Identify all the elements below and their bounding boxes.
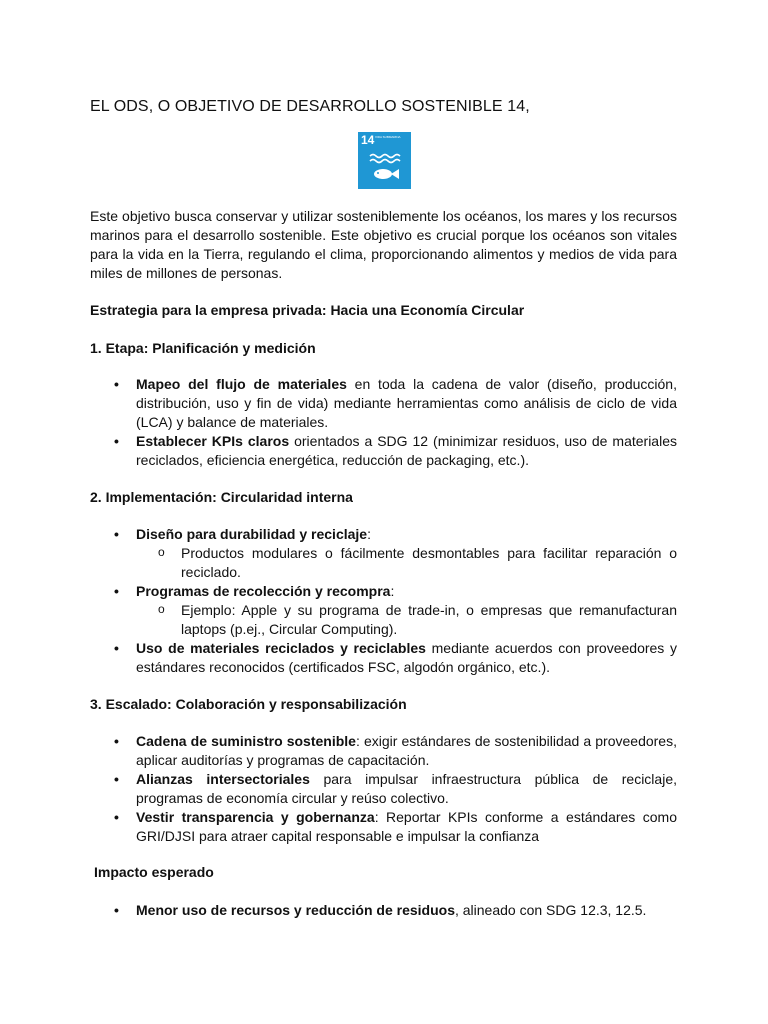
- sub-list-item: o Ejemplo: Apple y su programa de trade-in, o empresas que remanufacturan laptops (p.ej., Circular Computing).: [136, 601, 677, 639]
- list-item: • Menor uso de recursos y reducción de residuos, alineado con SDG 12.3, 12.5.: [90, 901, 677, 920]
- stage2-list: [90, 525, 677, 677]
- list-item: • Cadena de suministro sostenible: exigir estándares de sostenibilidad a proveedores, aplicar auditorías y programas de capacitación.: [90, 732, 677, 770]
- impact-list: [90, 901, 677, 920]
- stage3-list: [90, 732, 677, 846]
- page-title: EL ODS, O OBJETIVO DE DESARROLLO SOSTENIBLE 14,: [90, 98, 530, 115]
- sub-list-item: o Productos modulares o fácilmente desmontables para facilitar reparación o reciclado.: [136, 544, 677, 582]
- impact-heading: Impacto esperado: [94, 864, 214, 880]
- list-item: • Diseño para durabilidad y reciclaje: o Productos modulares o fácilmente desmontables para facilitar reparación o reciclado.: [90, 525, 677, 582]
- stage1-list: [90, 375, 677, 470]
- list-item: • Vestir transparencia y gobernanza: Reportar KPIs conforme a estándares como GRI/DJSI para atraer capital responsable e impulsar la confianza: [90, 808, 677, 846]
- list-item: • Establecer KPIs claros orientados a SDG 12 (minimizar residuos, uso de materiales reciclados, eficiencia energética, reducción de packaging, etc.).: [90, 432, 677, 470]
- list-item: • Mapeo del flujo de materiales en toda la cadena de valor (diseño, producción, distribución, uso y fin de vida) mediante herramientas como análisis de ciclo de vida (LCA) y balance de materiales.: [90, 375, 677, 432]
- sdg-logo-number: 14: [361, 133, 375, 147]
- sdg14-logo: [358, 132, 411, 189]
- stage1-heading: 1. Etapa: Planificación y medición: [90, 340, 316, 356]
- fish-waves-icon: [358, 132, 411, 189]
- strategy-heading: Estrategia para la empresa privada: Hacia una Economía Circular: [90, 302, 525, 318]
- list-item: • Uso de materiales reciclados y reciclables mediante acuerdos con proveedores y estándares reconocidos (certificados FSC, algodón orgánico, etc.).: [90, 639, 677, 677]
- stage2-heading: 2. Implementación: Circularidad interna: [90, 489, 353, 505]
- list-item: • Programas de recolección y recompra: o Ejemplo: Apple y su programa de trade-in, o empresas que remanufacturan laptops (p.ej., Circular Computing).: [90, 582, 677, 639]
- intro-paragraph: Este objetivo busca conservar y utilizar sosteniblemente los océanos, los mares y los recursos marinos para el desarrollo sostenible. Este objetivo es crucial porque los océanos son vitales para la vida en la Tierra, regulando el clima, proporcionando alimentos y medios de vida para miles de millones de personas.: [90, 208, 677, 281]
- stage3-heading: 3. Escalado: Colaboración y responsabilización: [90, 696, 407, 712]
- list-item: • Alianzas intersectoriales para impulsar infraestructura pública de reciclaje, programas de economía circular y reúso colectivo.: [90, 770, 677, 808]
- sdg-logo-label: VIDA SUBMARINA: [375, 135, 401, 139]
